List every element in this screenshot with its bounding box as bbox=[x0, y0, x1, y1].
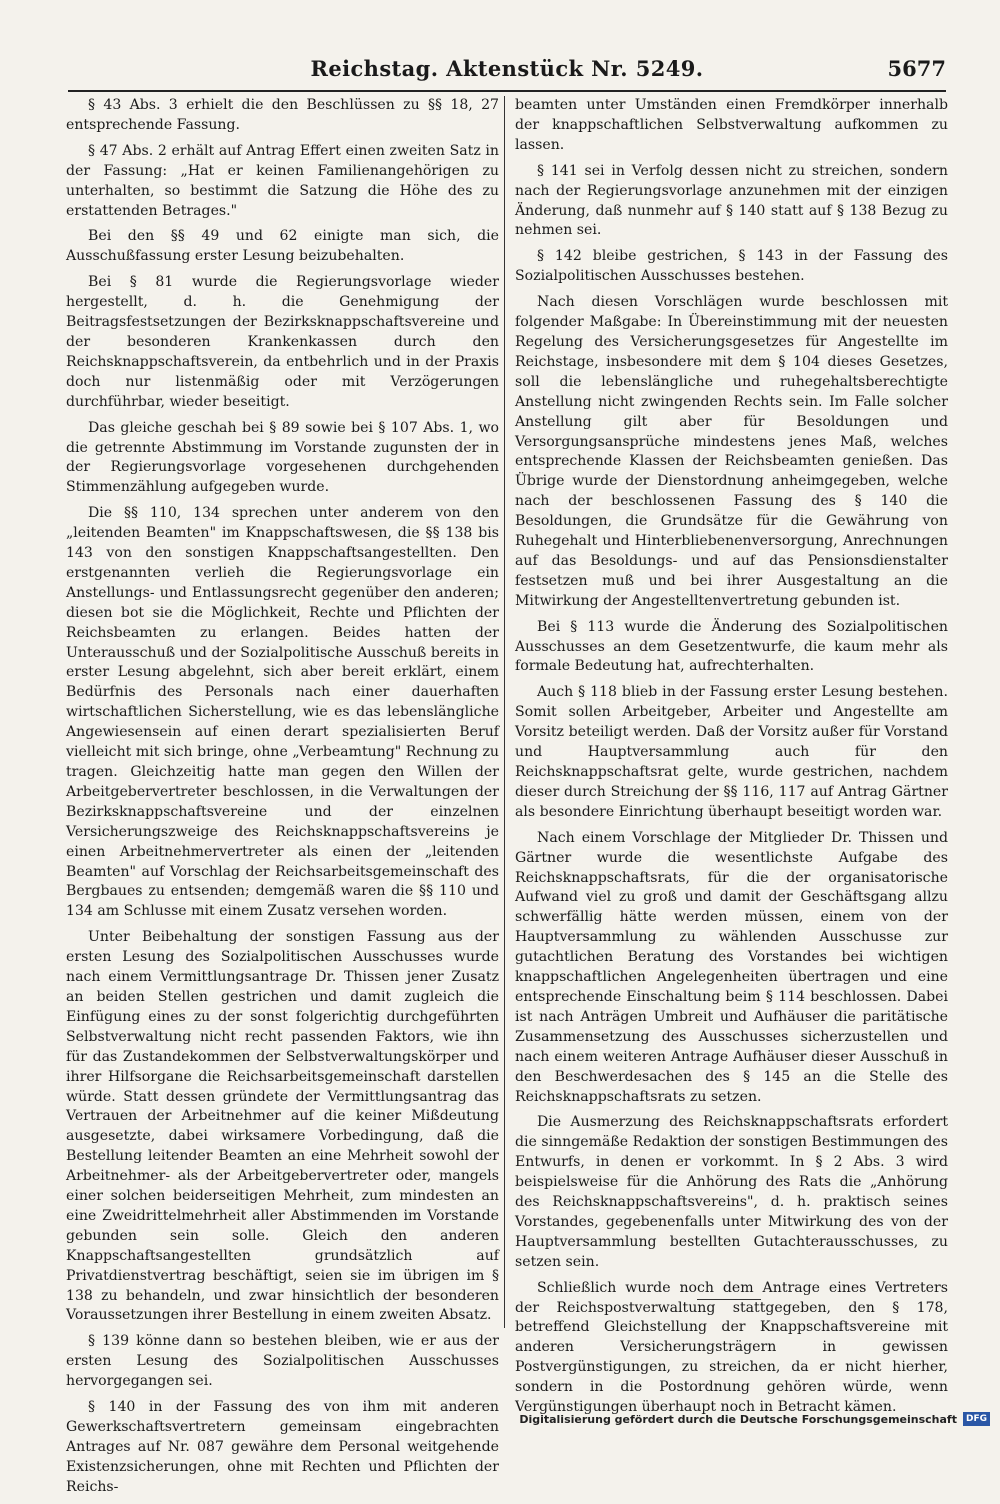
paragraph: Nach einem Vorschlage der Mitglieder Dr. Thissen und Gärtner wurde die wesentlichste Aufgabe des Reichsknappschaftsrats, für die der organisatorische Aufwand viel zu groß und damit der Geschäftsgang allzu schwerfällig hätte werden müssen, einem von der Hauptversammlung zu wählenden Ausschusse zur gutachtlichen Beratung des Vorstandes bei wichtigen knappschaftlichen Angelegenheiten übertragen und eine entsprechende Einschaltung beim § 114 beschlossen. Dabei ist nach Anträgen Umbreit und Aufhäuser die paritätische Zusammensetzung des Ausschusses sicherzustellen und nach einem weiteren Antrage Aufhäuser dieser Ausschuß in den Beschwerdesachen des § 145 an die Stelle des Reichsknappschaftsrats zu setzen. bbox=[515, 829, 948, 1105]
paragraph: § 142 bleibe gestrichen, § 143 in der Fassung des Sozialpolitischen Ausschusses bestehen. bbox=[515, 248, 948, 285]
paragraph: Bei den §§ 49 und 62 einigte man sich, die Ausschußfassung erster Lesung beizubehalten. bbox=[66, 228, 499, 265]
page-number: 5677 bbox=[887, 56, 946, 81]
running-title: Reichstag. Aktenstück Nr. 5249. bbox=[310, 56, 704, 81]
paragraph-continuation: beamten unter Umständen einen Fremdkörper innerhalb der knappschaftlichen Selbstverwaltung aufkommen zu lassen. bbox=[515, 97, 948, 153]
paragraph: Bei § 113 wurde die Änderung des Sozialpolitischen Ausschusses an dem Gesetzentwurfe, die kaum mehr als formale Bedeutung hat, aufrechterhalten. bbox=[515, 618, 948, 675]
paragraph: Bei § 81 wurde die Regierungsvorlage wieder hergestellt, d. h. die Genehmigung der Beitragsfestsetzungen der Bezirksknappschaftsvereine und der besonderen Krankenkassen durch den Reichsknappschaftsverein, da entbehrlich und in der Praxis doch nur listenmäßig oder mit Verzögerungen durchführbar, wieder beseitigt. bbox=[66, 274, 499, 410]
page-header bbox=[68, 54, 946, 92]
paragraph: Auch § 118 blieb in der Fassung erster Lesung bestehen. Somit sollen Arbeitgeber, Arbeiter und Angestellte am Vorsitz beteiligt werden. Daß der Vorsitz außer für Vorstand und Hauptversammlung auch für den Reichsknappschaftsrat gelte, wurde gestrichen, nachdem dieser durch Streichung der §§ 116, 117 auf Antrag Gärtner als besondere Einrichtung überhaupt beseitigt worden war. bbox=[515, 684, 948, 820]
paragraph: Schließlich wurde noch dem Antrage eines Vertreters der Reichspostverwaltung stattgegeben, den § 178, betreffend Gleichstellung der Knappschaftsvereine mit anderen Versicherungsträgern in gewissen Postvergünstigungen, zu streichen, da er nicht hierher, sondern in die Postordnung gehören würde, wenn Vergünstigungen überhaupt noch in Betracht kämen. bbox=[515, 1279, 948, 1416]
paragraph: Unter Beibehaltung der sonstigen Fassung aus der ersten Lesung des Sozialpolitischen Ausschusses wurde nach einem Vermittlungsantrage Dr. Thissen jener Zusatz an beiden Stellen gestrichen und damit zugleich die Einfügung eines zu der sonst folgerichtig durchgeführten Selbstverwaltung nicht recht passenden Faktors, wie ihn für das Zustandekommen der Selbstverwaltungskörper und ihrer Hilfsorgane die Reichsarbeitsgemeinschaft darstellen würde. Statt dessen gründete der Vermittlungsantrag das Vertrauen der Arbeitnehmer auf die keiner Mißdeutung ausgesetzte, dabei wirksamere Vorbedingung, daß die Bestellung leitender Beamten an eine Mehrheit sowohl der Arbeitnehmer- als der Arbeitgebervertreter oder, mangels einer solchen beiderseitigen Mehrheit, zum mindesten an eine Zweidrittelmehrheit aller Abstimmenden im Vorstande gebunden sein solle. Gleich den anderen Knappschaftsangestellten grundsätzlich auf Privatdienstvertrag beschäftigt, seien sie im übrigen im § 138 zu behandeln, und zwar hinsichtlich der besonderen Voraussetzungen ihrer Bestellung in einem zweiten Absatz. bbox=[66, 929, 499, 1324]
dfg-logo: DFG bbox=[963, 1412, 990, 1426]
paragraph: § 47 Abs. 2 erhält auf Antrag Effert einen zweiten Satz in der Fassung: „Hat er keinen Familienangehörigen zu unterhalten, so bestimmt die Satzung die Höhe des zu erstattenden Betrages." bbox=[66, 142, 499, 219]
paragraph: Nach diesen Vorschlägen wurde beschlossen mit folgender Maßgabe: In Übereinstimmung mit der neuesten Regelung des Versicherungsgesetzes für Angestellte im Reichstage, insbesondere mit dem § 104 dieses Gesetzes, soll die lebenslängliche und ruhegehaltsberechtigte Anstellung nicht zwingenden Rechts sein. Im Falle solcher Anstellung gilt aber für Besoldungen und Versorgungsansprüche mindestens jenes Maß, welches entsprechende Klassen der Reichsbeamten genießen. Das Übrige wurde der Dienstordnung anheimgegeben, welche nach der beschlossenen Fassung des § 140 die Besoldungen, die Grundsätze für die Gewährung von Ruhegehalt und Hinterbliebenenversorgung, Anrechnungen auf das Besoldungs- und auf das Pensionsdienstalter festsetzen muß und bei ihrer Ausgestaltung an die Mitwirkung der Angestelltenvertretung gebunden ist. bbox=[515, 294, 948, 609]
end-rule bbox=[697, 1299, 761, 1300]
column-divider bbox=[504, 96, 505, 1328]
paragraph: § 43 Abs. 3 erhielt die den Beschlüssen zu §§ 18, 27 entsprechende Fassung. bbox=[66, 97, 499, 133]
paragraph: Die §§ 110, 134 sprechen unter anderem von den „leitenden Beamten" im Knappschaftswesen, die §§ 138 bis 143 von den sonstigen Knappschaftsangestellten. Den erstgenannten verlieh die Regierungsvorlage ein Anstellungs- und Entlassungsrecht gegenüber den anderen; diesen bot sie die Möglichkeit, Rechte und Pflichten der Reichsbeamten zu erlangen. Beides hatten der Unterausschuß und der Sozialpolitische Ausschuß bereits in erster Lesung abgelehnt, sich aber bereit erklärt, einem Bedürfnis des Personals nach einer dauerhaften wirtschaftlichen Sicherstellung, wie es das lebenslängliche Angewiesensein auf einen derart spezialisierten Beruf vielleicht mit sich bringe, ohne „Verbeamtung" Rechnung zu tragen. Gleichzeitig hatte man gegen den Willen der Arbeitgebervertreter beschlossen, in die Verwaltungen der Bezirksknappschaftsvereine und der einzelnen Versicherungszweige des Reichsknappschaftsvereins je einen Arbeitnehmervertreter als einen der „leitenden Beamten" auf Vorschlag der Reichsarbeitsgemeinschaft des Bergbaues zu entsenden; demgemäß waren die §§ 110 und 134 am Schlusse mit einem Zusatz versehen worden. bbox=[66, 505, 499, 920]
left-column bbox=[66, 96, 499, 1504]
paragraph: § 139 könne dann so bestehen bleiben, wie er aus der ersten Lesung des Sozialpolitischen Ausschusses hervorgegangen sei. bbox=[66, 1333, 499, 1390]
funding-credit: Digitalisierung gefördert durch die Deutsche Forschungsgemeinschaft bbox=[519, 1412, 957, 1426]
paragraph: Das gleiche geschah bei § 89 sowie bei § 107 Abs. 1, wo die getrennte Abstimmung im Vorstande zugunsten der in der Regierungsvorlage vorgesehenen durchgehenden Stimmenzählung aufgegeben wurde. bbox=[66, 419, 499, 496]
paragraph: Die Ausmerzung des Reichsknappschaftsrats erfordert die sinngemäße Redaktion der sonstigen Bestimmungen des Entwurfs, in denen er vorkommt. In § 2 Abs. 3 wird beispielsweise für die Anhörung des Rats die „Anhörung des Reichsknappschaftsvereins", d. h. praktisch seines Vorstandes, gegebenenfalls unter Mitwirkung des von der Hauptversammlung bestellten Gutachterausschusses, zu setzen sein. bbox=[515, 1114, 948, 1270]
paragraph: § 141 sei in Verfolg dessen nicht zu streichen, sondern nach der Regierungsvorlage anzunehmen mit der einzigen Änderung, daß nunmehr auf § 140 statt auf § 138 Bezug zu nehmen sei. bbox=[515, 162, 948, 239]
right-column bbox=[515, 96, 948, 1424]
footer bbox=[519, 1410, 990, 1428]
paragraph: § 140 in der Fassung des von ihm mit anderen Gewerkschaftsvertretern gemeinsam eingebrachten Antrages auf Nr. 087 gewähre dem Personal weitgehende Existenzsicherungen, ohne mit Rechten und Pflichten der Reichs- bbox=[66, 1399, 499, 1495]
